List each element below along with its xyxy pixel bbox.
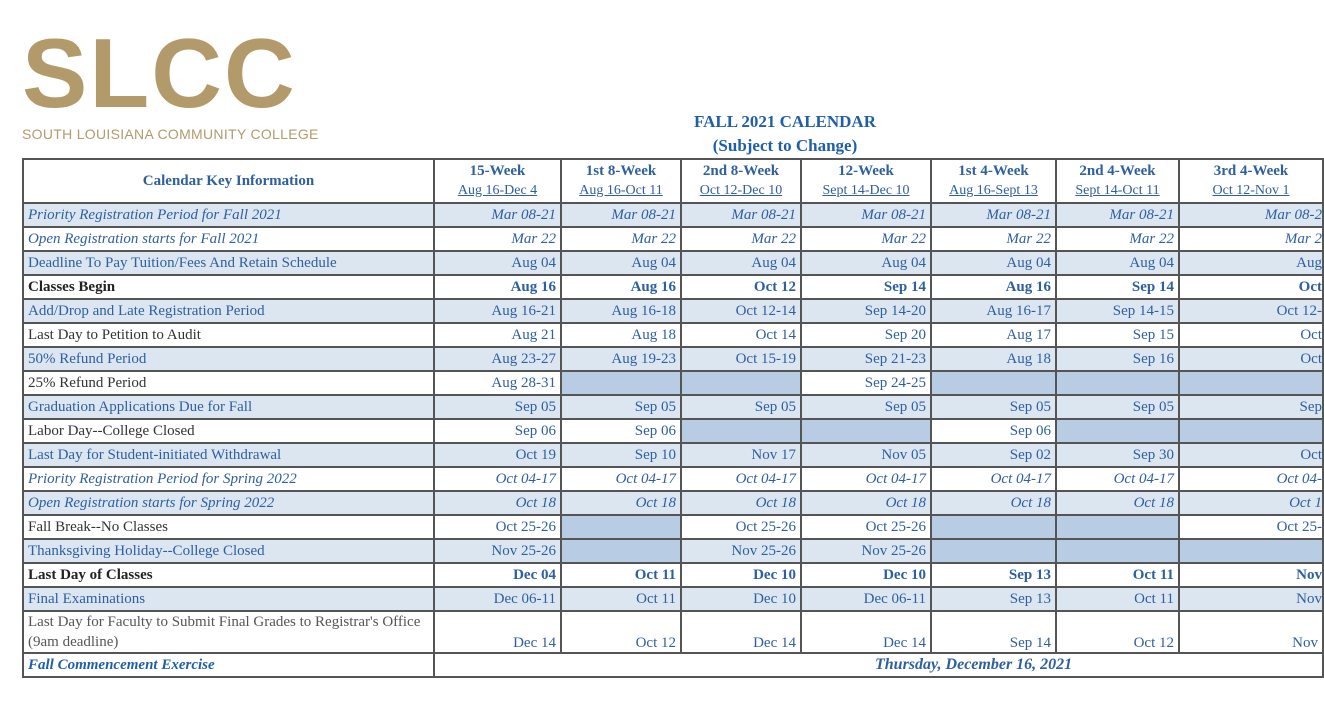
column-name: 2nd 8-Week — [702, 163, 780, 179]
date-cell: Oct — [1179, 323, 1323, 347]
table-row — [23, 227, 1323, 251]
shaded-empty-cell — [1056, 539, 1179, 563]
shaded-empty-cell — [561, 515, 681, 539]
column-name: 1st 8-Week — [585, 163, 657, 179]
date-cell: Sep 13 — [931, 563, 1056, 587]
date-cell: Oct 11 — [1056, 563, 1179, 587]
date-cell: Aug 16-21 — [434, 299, 561, 323]
date-cell: Mar 22 — [681, 227, 801, 251]
date-cell: Mar 22 — [1056, 227, 1179, 251]
date-cell: Nov 25-26 — [681, 539, 801, 563]
row-label: Last Day of Classes — [23, 563, 434, 587]
column-name: 12-Week — [838, 163, 894, 179]
date-cell: Oct 19 — [434, 443, 561, 467]
row-label: Labor Day--College Closed — [23, 419, 434, 443]
date-cell: Oct 25-26 — [801, 515, 931, 539]
shaded-empty-cell — [801, 419, 931, 443]
date-cell: Mar 22 — [561, 227, 681, 251]
date-cell: Oct 04-17 — [681, 467, 801, 491]
date-cell: Oct 11 — [1056, 587, 1179, 611]
date-cell: Mar 2 — [1179, 227, 1323, 251]
date-cell: Oct 12 — [681, 275, 801, 299]
date-cell: Aug 04 — [434, 251, 561, 275]
date-cell: Aug 19-23 — [561, 347, 681, 371]
date-cell: Sep 10 — [561, 443, 681, 467]
date-cell: Oct 18 — [1056, 491, 1179, 515]
column-name: 15-Week — [469, 163, 526, 179]
column-header — [681, 159, 801, 203]
date-cell: Sep 14-15 — [1056, 299, 1179, 323]
column-header — [931, 159, 1056, 203]
column-dates: Sept 14-Oct 11 — [1075, 183, 1160, 198]
row-label: Open Registration starts for Spring 2022 — [23, 491, 434, 515]
date-cell: Oct 15-19 — [681, 347, 801, 371]
column-dates: Oct 12-Nov 1 — [1212, 183, 1290, 198]
date-cell: Sep 16 — [1056, 347, 1179, 371]
date-cell: Oct 18 — [931, 491, 1056, 515]
logo-subtitle: SOUTH LOUISIANA COMMUNITY COLLEGE — [22, 126, 319, 142]
date-cell: Oct — [1179, 443, 1323, 467]
date-cell: Aug 17 — [931, 323, 1056, 347]
date-cell: Sep 05 — [681, 395, 801, 419]
column-header — [561, 159, 681, 203]
date-cell: Sep 14-20 — [801, 299, 931, 323]
date-cell: Mar 22 — [801, 227, 931, 251]
date-cell: Aug 18 — [561, 323, 681, 347]
row-label: Priority Registration Period for Spring 2022 — [23, 467, 434, 491]
shaded-empty-cell — [1056, 515, 1179, 539]
date-cell: Oct 18 — [434, 491, 561, 515]
shaded-empty-cell — [561, 371, 681, 395]
shaded-empty-cell — [561, 539, 681, 563]
date-cell: Nov — [1179, 587, 1323, 611]
table-row — [23, 611, 1323, 653]
date-cell: Dec 14 — [681, 611, 801, 653]
date-cell: Sep 30 — [1056, 443, 1179, 467]
date-cell: Oct 25-26 — [681, 515, 801, 539]
table-row — [23, 275, 1323, 299]
date-cell: Dec 10 — [681, 563, 801, 587]
date-cell: Oct 04-17 — [801, 467, 931, 491]
row-label: Add/Drop and Late Registration Period — [23, 299, 434, 323]
date-cell: Nov 25-26 — [801, 539, 931, 563]
date-cell: Oct 18 — [561, 491, 681, 515]
row-label: 50% Refund Period — [23, 347, 434, 371]
date-cell: Nov 25-26 — [434, 539, 561, 563]
shaded-empty-cell — [681, 371, 801, 395]
date-cell: Dec 04 — [434, 563, 561, 587]
date-cell: Mar 08-2 — [1179, 203, 1323, 227]
date-cell: Sep 05 — [561, 395, 681, 419]
shaded-empty-cell — [1179, 371, 1323, 395]
column-header — [434, 159, 561, 203]
date-cell: Mar 08-21 — [1056, 203, 1179, 227]
date-cell: Aug 16 — [434, 275, 561, 299]
date-cell: Oct 04-17 — [931, 467, 1056, 491]
date-cell: Dec 14 — [434, 611, 561, 653]
date-cell: Oct 1 — [1179, 491, 1323, 515]
row-label: 25% Refund Period — [23, 371, 434, 395]
date-cell: Sep 24-25 — [801, 371, 931, 395]
date-cell: Oct 04-17 — [561, 467, 681, 491]
shaded-empty-cell — [1056, 371, 1179, 395]
row-label: Classes Begin — [23, 275, 434, 299]
column-dates: Aug 16-Dec 4 — [457, 183, 538, 198]
column-name: 1st 4-Week — [958, 163, 1029, 179]
calendar-table — [22, 158, 1324, 678]
table-row — [23, 347, 1323, 371]
row-label: Deadline To Pay Tuition/Fees And Retain Schedule — [23, 251, 434, 275]
date-cell: Sep 05 — [434, 395, 561, 419]
date-cell: Sep 02 — [931, 443, 1056, 467]
date-cell: Aug 04 — [561, 251, 681, 275]
table-row — [23, 467, 1323, 491]
column-header — [1056, 159, 1179, 203]
date-cell: Aug 04 — [801, 251, 931, 275]
date-cell: Sep 15 — [1056, 323, 1179, 347]
column-dates: Oct 12-Dec 10 — [699, 183, 783, 198]
date-cell: Sep 05 — [1056, 395, 1179, 419]
table-row — [23, 371, 1323, 395]
column-dates: Aug 16-Sept 13 — [949, 183, 1038, 198]
date-cell: Aug 04 — [1056, 251, 1179, 275]
date-cell: Sep 20 — [801, 323, 931, 347]
row-label: Fall Break--No Classes — [23, 515, 434, 539]
date-cell: Oct 12 — [1056, 611, 1179, 653]
date-cell: Mar 08-21 — [561, 203, 681, 227]
date-cell: Oct 11 — [561, 587, 681, 611]
date-cell: Oct — [1179, 347, 1323, 371]
commencement-label: Fall Commencement Exercise — [23, 653, 434, 677]
date-cell: Aug 28-31 — [434, 371, 561, 395]
calendar-title — [640, 110, 930, 158]
shaded-empty-cell — [1056, 419, 1179, 443]
column-name: 3rd 4-Week — [1213, 163, 1289, 179]
table-row — [23, 563, 1323, 587]
slcc-logo — [22, 18, 372, 142]
row-label: Graduation Applications Due for Fall — [23, 395, 434, 419]
date-cell: Sep 06 — [561, 419, 681, 443]
date-cell: Oct 18 — [801, 491, 931, 515]
date-cell: Aug — [1179, 251, 1323, 275]
date-cell: Dec 06-11 — [434, 587, 561, 611]
date-cell: Mar 08-21 — [681, 203, 801, 227]
date-cell: Oct 12 — [561, 611, 681, 653]
date-cell: Mar 08-21 — [434, 203, 561, 227]
date-cell: Oct 25-26 — [434, 515, 561, 539]
date-cell: Sep 14 — [1056, 275, 1179, 299]
column-header — [1179, 159, 1323, 203]
table-row — [23, 539, 1323, 563]
column-dates: Sept 14-Dec 10 — [822, 183, 910, 198]
date-cell: Dec 14 — [801, 611, 931, 653]
date-cell: Oct — [1179, 275, 1323, 299]
date-cell: Oct 04-17 — [434, 467, 561, 491]
table-row — [23, 515, 1323, 539]
date-cell: Dec 10 — [801, 563, 931, 587]
row-label: Priority Registration Period for Fall 2021 — [23, 203, 434, 227]
table-row — [23, 299, 1323, 323]
shaded-empty-cell — [931, 539, 1056, 563]
date-cell: Dec 10 — [681, 587, 801, 611]
date-cell: Sep 13 — [931, 587, 1056, 611]
logo-wordmark: SLCC — [22, 18, 297, 128]
shaded-empty-cell — [1179, 539, 1323, 563]
table-row — [23, 395, 1323, 419]
row-label: Thanksgiving Holiday--College Closed — [23, 539, 434, 563]
row-label: Last Day for Student-initiated Withdrawal — [23, 443, 434, 467]
date-cell: Sep 14 — [801, 275, 931, 299]
date-cell: Aug 16 — [931, 275, 1056, 299]
shaded-empty-cell — [931, 371, 1056, 395]
date-cell: Oct 18 — [681, 491, 801, 515]
shaded-empty-cell — [681, 419, 801, 443]
row-label: Final Examinations — [23, 587, 434, 611]
date-cell: Nov 05 — [801, 443, 931, 467]
shaded-empty-cell — [1179, 419, 1323, 443]
column-header — [801, 159, 931, 203]
date-cell: Oct 04-17 — [1056, 467, 1179, 491]
date-cell: Oct 12- — [1179, 299, 1323, 323]
date-cell: Sep — [1179, 395, 1323, 419]
table-row — [23, 443, 1323, 467]
date-cell: Aug 23-27 — [434, 347, 561, 371]
date-cell: Aug 16-17 — [931, 299, 1056, 323]
date-cell: Aug 04 — [681, 251, 801, 275]
date-cell: Aug 21 — [434, 323, 561, 347]
date-cell: Sep 06 — [931, 419, 1056, 443]
commencement-date: Thursday, December 16, 2021 — [434, 653, 1323, 677]
date-cell: Mar 08-21 — [801, 203, 931, 227]
date-cell: Mar 22 — [931, 227, 1056, 251]
table-row — [23, 419, 1323, 443]
commencement-row — [23, 653, 1323, 677]
date-cell: Sep 05 — [801, 395, 931, 419]
date-cell: Aug 18 — [931, 347, 1056, 371]
date-cell: Sep 21-23 — [801, 347, 931, 371]
date-cell: Sep 06 — [434, 419, 561, 443]
date-cell: Oct 25- — [1179, 515, 1323, 539]
table-row — [23, 491, 1323, 515]
date-cell: Oct 04- — [1179, 467, 1323, 491]
table-row — [23, 251, 1323, 275]
date-cell: Oct 11 — [561, 563, 681, 587]
date-cell: Mar 22 — [434, 227, 561, 251]
row-label: Last Day to Petition to Audit — [23, 323, 434, 347]
date-cell: Sep 05 — [931, 395, 1056, 419]
table-row — [23, 587, 1323, 611]
date-cell: Mar 08-21 — [931, 203, 1056, 227]
table-row — [23, 323, 1323, 347]
date-cell: Aug 16-18 — [561, 299, 681, 323]
date-cell: Nov 17 — [681, 443, 801, 467]
date-cell: Nov — [1179, 611, 1323, 653]
shaded-empty-cell — [931, 515, 1056, 539]
date-cell: Aug 16 — [561, 275, 681, 299]
table-row — [23, 203, 1323, 227]
date-cell: Nov — [1179, 563, 1323, 587]
column-dates: Aug 16-Oct 11 — [579, 183, 663, 198]
row-label: Last Day for Faculty to Submit Final Grades to Registrar's Office (9am deadline) — [23, 611, 434, 653]
date-cell: Oct 14 — [681, 323, 801, 347]
date-cell: Aug 04 — [931, 251, 1056, 275]
date-cell: Oct 12-14 — [681, 299, 801, 323]
column-name: 2nd 4-Week — [1079, 163, 1156, 179]
header-key-info: Calendar Key Information — [23, 159, 434, 203]
date-cell: Dec 06-11 — [801, 587, 931, 611]
subtitle-text: (Subject to Change) — [712, 136, 858, 155]
date-cell: Sep 14 — [931, 611, 1056, 653]
title-text: FALL 2021 CALENDAR — [694, 112, 876, 131]
row-label: Open Registration starts for Fall 2021 — [23, 227, 434, 251]
